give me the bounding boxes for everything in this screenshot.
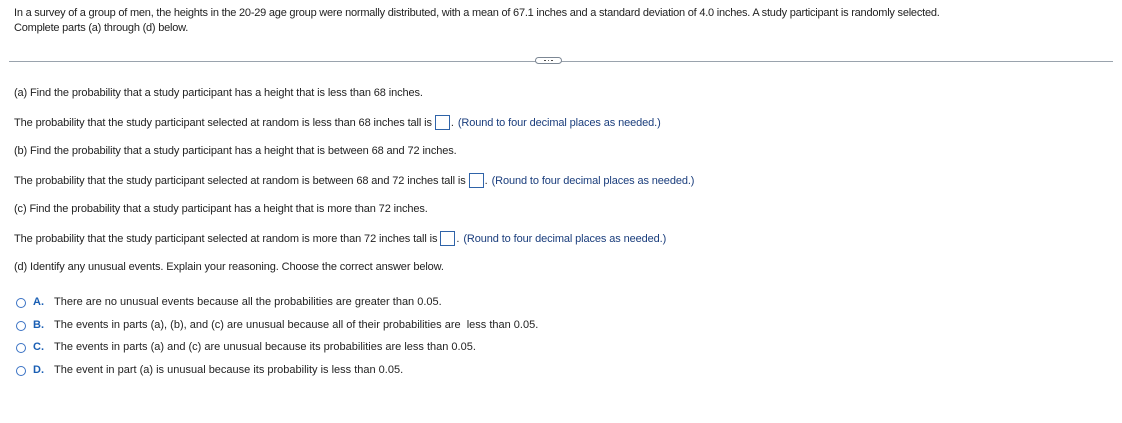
option-letter: D. (33, 364, 44, 376)
part-b-answer-input[interactable] (469, 173, 484, 188)
problem-text-line-1: In a survey of a group of men, the heights in the 20-29 age group were normally distributed, with a mean of 67.1 inches and a standard deviation of 4.0 inches. A study participant is randomly selected. (14, 7, 940, 19)
problem-text-line-2: Complete parts (a) through (d) below. (14, 22, 189, 34)
radio-button-icon[interactable] (16, 343, 26, 353)
part-a-answer-row: The probability that the study participant selected at random is less than 68 inches tall is . (Round to four decimal places as needed.) (14, 117, 661, 129)
answer-option-a[interactable] (16, 295, 442, 310)
radio-button-icon[interactable] (16, 366, 26, 376)
option-text: There are no unusual events because all the probabilities are greater than 0.05. (54, 296, 442, 308)
ellipsis-icon (548, 60, 550, 62)
ellipsis-icon (551, 60, 553, 62)
radio-button-icon[interactable] (16, 298, 26, 308)
part-a-question: (a) Find the probability that a study participant has a height that is less than 68 inches. (14, 87, 423, 99)
radio-button-icon[interactable] (16, 321, 26, 331)
answer-option-c[interactable] (16, 340, 476, 355)
option-letter: C. (33, 341, 44, 353)
option-text: The events in parts (a), (b), and (c) are unusual because all of their probabilities are less than 0.05. (54, 319, 539, 331)
part-c-prompt: The probability that the study participant selected at random is more than 72 inches tall is (14, 233, 438, 245)
part-a-prompt: The probability that the study participant selected at random is less than 68 inches tall is (14, 117, 432, 129)
option-letter: B. (33, 319, 44, 331)
expand-more-button[interactable] (535, 57, 562, 64)
problem-statement (14, 6, 1109, 36)
part-c-answer-row: The probability that the study participant selected at random is more than 72 inches tall is . (Round to four decimal places as needed.) (14, 233, 667, 245)
part-b-question: (b) Find the probability that a study participant has a height that is between 68 and 72 inches. (14, 145, 457, 157)
part-b-prompt: The probability that the study participant selected at random is between 68 and 72 inches tall is (14, 175, 466, 187)
option-text: The events in parts (a) and (c) are unusual because its probabilities are less than 0.05. (54, 341, 476, 353)
part-c-rounding-hint: (Round to four decimal places as needed.) (463, 233, 667, 245)
part-a-rounding-hint: (Round to four decimal places as needed.) (457, 117, 661, 129)
part-c-question: (c) Find the probability that a study participant has a height that is more than 72 inches. (14, 203, 428, 215)
answer-option-d[interactable] (16, 363, 403, 378)
part-b-answer-row: The probability that the study participant selected at random is between 68 and 72 inches tall is . (Round to four decimal places as needed.) (14, 175, 695, 187)
answer-option-b[interactable] (16, 318, 538, 333)
part-b-rounding-hint: (Round to four decimal places as needed.) (491, 175, 695, 187)
part-a-answer-input[interactable] (435, 115, 450, 130)
part-d-question: (d) Identify any unusual events. Explain your reasoning. Choose the correct answer below. (14, 261, 444, 273)
part-c-answer-input[interactable] (440, 231, 455, 246)
option-text: The event in part (a) is unusual because its probability is less than 0.05. (54, 364, 404, 376)
ellipsis-icon (544, 60, 546, 62)
option-letter: A. (33, 296, 44, 308)
